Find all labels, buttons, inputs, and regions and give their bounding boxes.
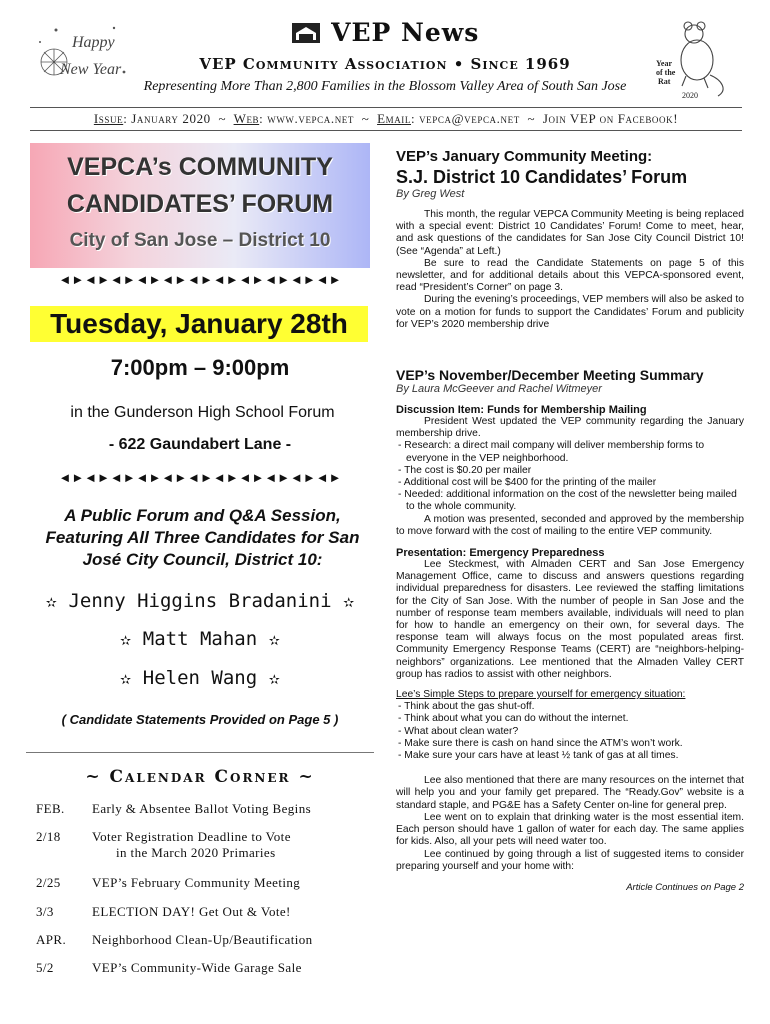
bullet-item: - Research: a direct mail company will deliver membership forms to everyone in the VEP neighborhood.: [398, 440, 705, 464]
rat-logo-rat: Rat: [658, 77, 671, 86]
rat-logo-ofthe: of the: [656, 68, 676, 77]
bullet-item: - The cost is $0.20 per mailer: [398, 464, 532, 476]
step-item: - Think about the gas shut-off.: [398, 701, 535, 713]
rat-logo-year: Year: [656, 59, 672, 68]
happy-text: Happy: [72, 34, 115, 51]
forum-time: 7:00pm – 9:00pm: [110, 355, 290, 380]
calendar-event-line1: Voter Registration Deadline to Vote: [92, 829, 291, 844]
year-of-the-rat-logo: [652, 20, 732, 100]
calendar-event: VEP’s February Community Meeting: [92, 875, 301, 890]
calendar-date: 3/3: [36, 904, 54, 919]
calendar-date: APR.: [36, 932, 67, 947]
article-paragraph: Lee also mentioned that there are many resources on the internet that will help you and your family get prepared. The “Ready.Gov” website is a standard staple, and PG&E has a Safety Center on-line for general prep.: [396, 775, 744, 811]
calendar-event: [92, 829, 372, 861]
step-item: - Make sure there is cash on hand since the ATM’s won’t work.: [398, 737, 683, 749]
separator: ~: [218, 111, 227, 126]
article-paragraph: Be sure to read the Candidate Statements on page 5 of this newsletter, and for additional details about this VEPCA-sponsored event, read “President’s Corner” on page 3.: [396, 257, 744, 294]
forum-title-line3: City of San Jose – District 10: [69, 230, 331, 251]
article-paragraph: President West updated the VEP community regarding the January membership drive.: [396, 416, 744, 440]
separator: ~: [527, 111, 536, 126]
article-kicker: VEP’s January Community Meeting:: [396, 148, 653, 165]
steps-list: [396, 701, 744, 762]
forum-date: Tuesday, January 28th: [30, 306, 368, 342]
calendar-corner: [26, 752, 374, 989]
article-paragraph: During the evening’s proceedings, VEP members will also be asked to vote on a motion for funds to support the Candidates’ Forum and publicity for VEP’s 2020 membership drive: [396, 294, 744, 330]
calendar-event: Neighborhood Clean-Up/Beautification: [92, 932, 313, 947]
bullet-list: [396, 440, 744, 513]
masthead-divider: [30, 130, 742, 131]
new-year-text: New Year: [60, 61, 122, 78]
calendar-date: 5/2: [36, 960, 54, 975]
issue-value: January 2020: [131, 111, 211, 126]
bullet-item: - Needed: additional information on the cost of the newsletter being mailed to the whole community.: [398, 489, 737, 513]
forum-description: A Public Forum and Q&A Session, Featuring All Three Candidates for San José City Council, District 10:: [45, 506, 360, 569]
web-label: Web: [233, 111, 260, 126]
calendar-date: 2/18: [36, 829, 61, 844]
article-paragraph: Lee Steckmest, with Almaden CERT and San Jose Emergency Management Office, came to discuss and answers questions regarding individual preparedness for disasters. Lee reviewed the staffing limitations for the City of San Jose. With the number of people in San Jose and the number of response team members available, individuals will need to plan for how to handle an emergency on their own, for several days. The response team will always focus on the most populated areas first. Community Emergency Response Teams (CERT) are “neighbors-helping-neighbors” organizations. Lee mentioned that the Almaden Valley CERT group has radios to assist with other neighbors.: [396, 559, 744, 680]
article-subhead: Presentation: Emergency Preparedness: [396, 547, 605, 560]
forum-address: - 622 Gaundabert Lane -: [108, 436, 292, 453]
issue-label: Issue: [93, 111, 124, 126]
article-paragraph: This month, the regular VEPCA Community Meeting is being replaced with a special event: District 10 Candidates’ Forum! Come to meet, hear, and ask questions of the candidates for San Jose City Council District 10! (See “Agenda” at Left.): [396, 209, 744, 257]
newsletter-tagline: Representing More Than 2,800 Families in the Blossom Valley Area of South San Jose: [143, 79, 627, 94]
calendar-title: ~ Calendar Corner ~: [85, 767, 315, 787]
forum-title-line2: CANDIDATES’ FORUM: [66, 190, 334, 218]
forum-title-line1: VEPCA’s COMMUNITY: [67, 153, 333, 181]
article-meeting-summary: [396, 367, 744, 893]
house-icon: [291, 22, 321, 44]
forum-banner: [30, 143, 370, 268]
arrow-divider: ◄►◄►◄►◄►◄►◄►◄►◄►◄►◄►◄►: [58, 470, 342, 485]
calendar-event: Early & Absentee Ballot Voting Begins: [92, 801, 312, 816]
step-item: - What about clean water?: [398, 725, 519, 737]
article-continued-note: Article Continues on Page 2: [626, 881, 744, 893]
article-paragraph: Lee continued by going through a list of suggested items to consider preparing yourself and your home with:: [396, 848, 744, 872]
step-item: - Make sure your cars have at least ½ tank of gas at all times.: [398, 750, 679, 762]
calendar-event: ELECTION DAY! Get Out & Vote!: [92, 904, 291, 919]
article-candidates-forum: [396, 148, 744, 331]
bullet-item: - Additional cost will be $400 for the printing of the mailer: [398, 477, 657, 489]
article-headline: VEP’s November/December Meeting Summary: [396, 367, 704, 383]
candidate-name: ✫ Matt Mahan ✫: [119, 628, 281, 650]
article-paragraph: A motion was presented, seconded and approved by the membership to move forward with the cost of mailing to the entire VEP community.: [396, 513, 744, 537]
rat-logo-2020: 2020: [682, 91, 698, 100]
arrow-divider: ◄►◄►◄►◄►◄►◄►◄►◄►◄►◄►◄►: [58, 272, 342, 287]
candidate-name: ✫ Jenny Higgins Bradanini ✫: [45, 590, 355, 612]
email-link[interactable]: vepca@vepca.net: [419, 111, 520, 126]
article-byline: By Greg West: [396, 188, 465, 200]
article-byline: By Laura McGeever and Rachel Witmeyer: [396, 383, 602, 395]
forum-location: in the Gunderson High School Forum: [70, 404, 335, 421]
email-label: Email: [377, 111, 411, 126]
issue-bar: Issue: January 2020 ~ Web: www.vepca.net ~ Email: vepca@vepca.net ~ Join VEP on Facebook!: [30, 107, 742, 127]
steps-title: Lee’s Simple Steps to prepare yourself for emergency situation:: [396, 689, 686, 701]
candidate-name: ✫ Helen Wang ✫: [119, 667, 281, 689]
calendar-event: VEP’s Community-Wide Garage Sale: [92, 960, 302, 975]
calendar-event-line2: in the March 2020 Primaries: [116, 845, 276, 860]
step-item: - Think about what you can do without the internet.: [398, 713, 629, 725]
article-headline: S.J. District 10 Candidates’ Forum: [396, 167, 688, 187]
calendar-date: 2/25: [36, 875, 61, 890]
separator: ~: [361, 111, 370, 126]
newsletter-subtitle: VEP Community Association • Since 1969: [199, 55, 571, 73]
masthead: [0, 0, 770, 110]
web-link[interactable]: www.vepca.net: [267, 111, 355, 126]
calendar-date: FEB.: [36, 801, 65, 816]
newsletter-title: VEP News: [331, 18, 480, 47]
article-subhead: Discussion Item: Funds for Membership Mailing: [396, 404, 647, 416]
candidate-statements-note: ( Candidate Statements Provided on Page 5 ): [61, 712, 339, 727]
facebook-link[interactable]: Join VEP on Facebook!: [542, 111, 679, 126]
article-paragraph: Lee went on to explain that drinking water is the most essential item. Each person should have 1 gallon of water for each day. The same applies for kids. Also, all your pets will need water too.: [396, 811, 744, 848]
